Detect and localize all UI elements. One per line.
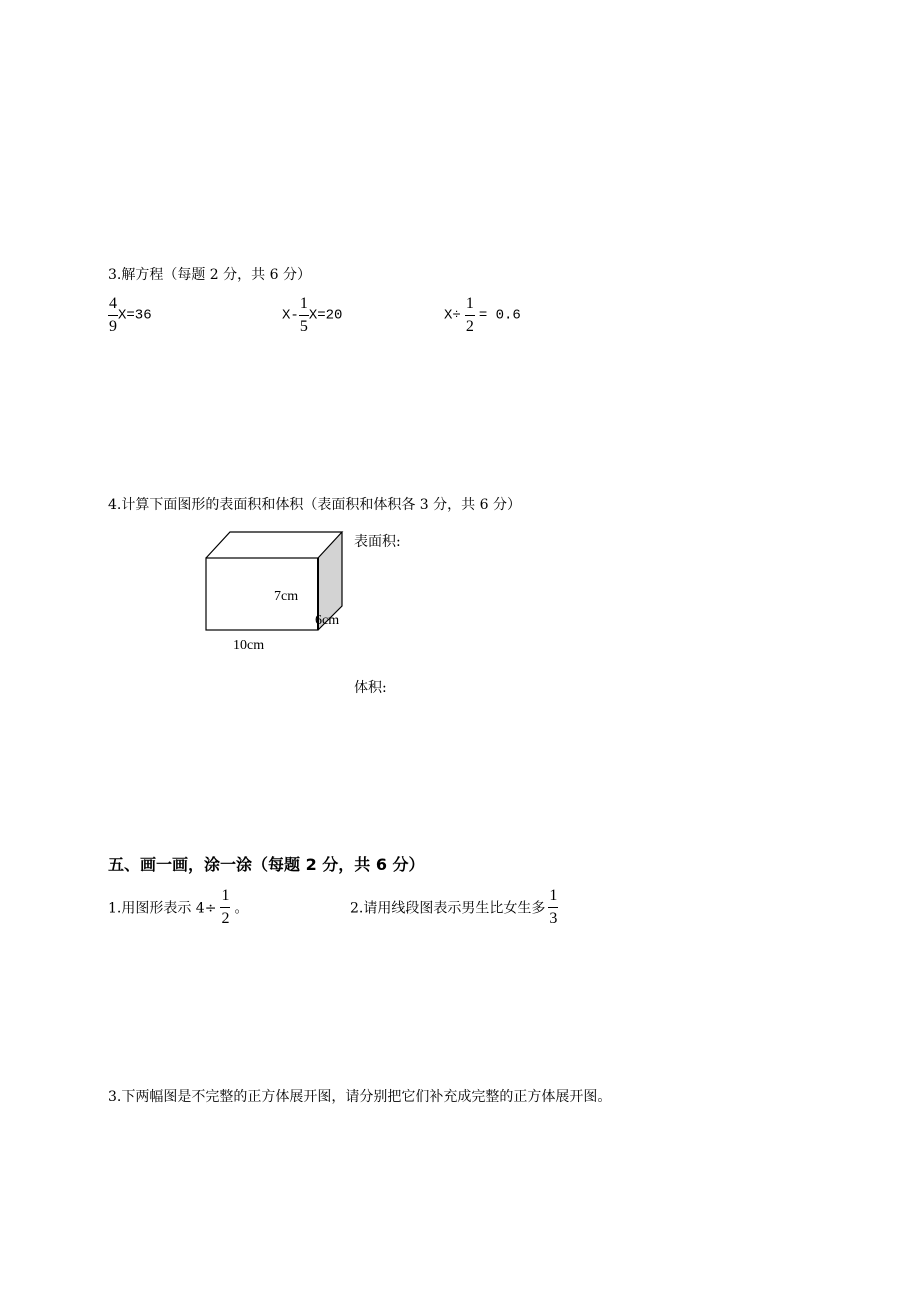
front-face bbox=[206, 558, 318, 630]
equation-3: X÷ $\frac{1}{2}$ = 0.6 bbox=[444, 295, 521, 335]
volume-label: 体积: bbox=[354, 680, 387, 696]
depth-label: 6cm bbox=[315, 613, 340, 628]
length-label: 10cm bbox=[233, 638, 265, 653]
equation-1: $\frac{4}{9}$ X=36 bbox=[109, 295, 152, 335]
height-label: 7cm bbox=[274, 589, 299, 604]
fraction: $\frac{4}{9}$ bbox=[109, 295, 117, 335]
equation-2: X- $\frac{1}{5}$ X=20 bbox=[282, 295, 343, 335]
fraction: $\frac{1}{2}$ bbox=[465, 295, 474, 335]
section-5-title: 五、画一画，涂一涂（每题 2 分，共 6 分） bbox=[108, 855, 425, 874]
q3-title: 3.解方程（每题 2 分，共 6 分） bbox=[108, 267, 311, 283]
surface-area-label: 表面积: bbox=[354, 534, 401, 550]
fraction: $\frac{1}{2}$ bbox=[221, 887, 230, 927]
s5-q1: 1.用图形表示 4÷ $\frac{1}{2}$ 。 bbox=[108, 887, 249, 927]
s5-q2: 2.请用线段图表示男生比女生多 $\frac{1}{3}$ bbox=[350, 887, 558, 927]
q4-title: 4.计算下面图形的表面积和体积（表面积和体积各 3 分，共 6 分） bbox=[108, 497, 521, 513]
s5-q3: 3.下两幅图是不完整的正方体展开图，请分别把它们补充成完整的正方体展开图。 bbox=[108, 1089, 612, 1105]
fraction: $\frac{1}{5}$ bbox=[299, 295, 308, 335]
top-face bbox=[206, 532, 342, 558]
fraction: $\frac{1}{3}$ bbox=[549, 887, 558, 927]
